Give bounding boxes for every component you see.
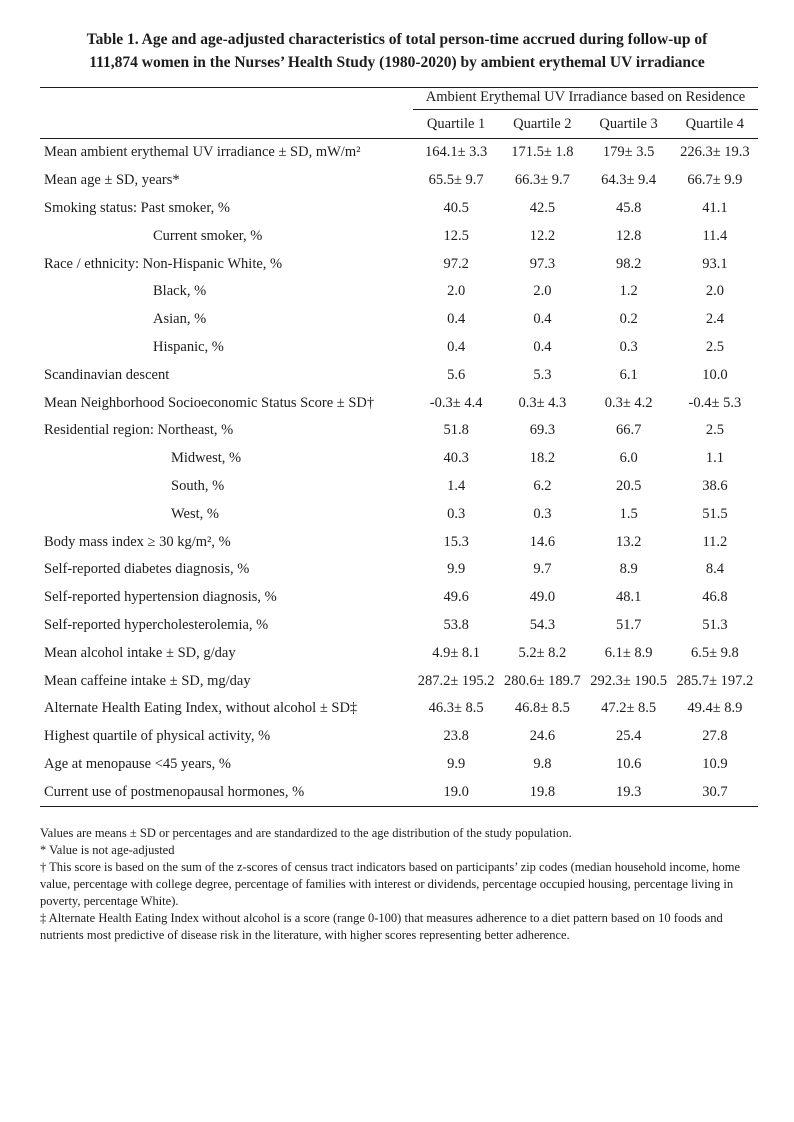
cell-value: 10.9	[702, 755, 728, 772]
table-row	[40, 500, 758, 528]
footnote: ‡ Alternate Health Eating Index without alcohol is a score (range 0-100) that measures adherence to a diet pattern based on 10 foods and nutrients most predictive of disease risk in the literature, with higher scores representing better adherence.	[40, 911, 723, 943]
table-title	[52, 28, 742, 74]
cell-value: 46.3± 8.5	[428, 700, 484, 717]
row-label: Midwest, %	[171, 450, 242, 467]
cell-value: 0.2	[619, 311, 638, 328]
table-row	[40, 389, 758, 417]
cell-value: 226.3± 19.3	[680, 144, 750, 161]
table-row	[40, 473, 758, 501]
cell-value: 292.3± 190.5	[590, 672, 668, 689]
row-label: Age at menopause <45 years, %	[44, 755, 231, 772]
row-label: Alternate Health Eating Index, without alcohol ± SD‡	[44, 700, 358, 717]
cell-value: 179± 3.5	[602, 144, 655, 161]
table-row	[40, 667, 758, 695]
row-label: Asian, %	[153, 311, 207, 328]
row-label: Highest quartile of physical activity, %	[44, 728, 271, 745]
cell-value: 6.1	[619, 366, 638, 383]
footnote: * Value is not age-adjusted	[40, 843, 175, 858]
cell-value: 287.2± 195.2	[417, 672, 495, 689]
cell-value: 93.1	[702, 255, 728, 272]
cell-value: 18.2	[529, 450, 556, 467]
cell-value: 1.5	[619, 505, 638, 522]
cell-value: 0.3	[533, 505, 552, 522]
cell-value: 0.3	[619, 338, 638, 355]
row-label: West, %	[171, 505, 219, 522]
cell-value: 19.8	[529, 783, 556, 800]
cell-value: 66.7± 9.9	[687, 172, 743, 189]
cell-value: 19.3	[615, 783, 642, 800]
table-row	[40, 278, 758, 306]
table-row	[40, 528, 758, 556]
cell-value: 12.5	[443, 227, 469, 244]
cell-value: 285.7± 197.2	[676, 672, 754, 689]
cell-value: 5.3	[533, 366, 552, 383]
cell-value: 8.9	[619, 561, 638, 578]
cell-value: 98.2	[615, 255, 642, 272]
column-header: Quartile 1	[426, 116, 486, 132]
table-row	[40, 751, 758, 779]
cell-value: 280.6± 189.7	[503, 672, 581, 689]
table-row	[40, 139, 758, 167]
cell-value: 30.7	[702, 783, 728, 800]
row-label: Scandinavian descent	[44, 366, 170, 383]
cell-value: 15.3	[443, 533, 469, 550]
table-row	[40, 584, 758, 612]
table-row	[40, 639, 758, 667]
table-row	[40, 445, 758, 473]
cell-value: 10.6	[615, 755, 642, 772]
cell-value: 6.1± 8.9	[604, 644, 653, 661]
footnotes-block	[40, 825, 758, 944]
cell-value: 66.3± 9.7	[514, 172, 570, 189]
row-label: Black, %	[153, 283, 207, 300]
cell-value: 45.8	[615, 199, 642, 216]
row-label: Residential region: Northeast, %	[44, 422, 234, 439]
row-label: Race / ethnicity: Non-Hispanic White, %	[44, 255, 283, 272]
cell-value: 23.8	[443, 728, 469, 745]
cell-value: 48.1	[615, 589, 642, 606]
cell-value: 19.0	[443, 783, 469, 800]
cell-value: 6.5± 9.8	[690, 644, 739, 661]
cell-value: 40.5	[443, 199, 469, 216]
table-row	[40, 723, 758, 751]
cell-value: 2.0	[533, 283, 552, 300]
row-label: South, %	[171, 477, 225, 494]
footnote: Values are means ± SD or percentages and are standardized to the age distribution of the study population.	[40, 826, 572, 841]
cell-value: 5.6	[447, 366, 466, 383]
cell-value: 0.3± 4.3	[518, 394, 567, 411]
cell-value: 13.2	[615, 533, 642, 550]
row-label: Current use of postmenopausal hormones, %	[44, 783, 305, 800]
row-label: Self-reported hypertension diagnosis, %	[44, 589, 277, 606]
cell-value: 97.2	[443, 255, 469, 272]
cell-value: 2.0	[447, 283, 466, 300]
cell-value: 27.8	[702, 728, 728, 745]
cell-value: 2.5	[705, 338, 724, 355]
cell-value: 64.3± 9.4	[601, 172, 657, 189]
cell-value: 51.8	[443, 422, 469, 439]
cell-value: 9.9	[447, 561, 466, 578]
cell-value: 38.6	[702, 477, 728, 494]
row-label: Mean age ± SD, years*	[44, 172, 180, 189]
cell-value: 97.3	[529, 255, 556, 272]
row-label: Mean alcohol intake ± SD, g/day	[44, 644, 236, 661]
cell-value: 9.9	[447, 755, 466, 772]
cell-value: 171.5± 1.8	[511, 144, 574, 161]
cell-value: 2.5	[705, 422, 724, 439]
cell-value: 0.3	[447, 505, 466, 522]
cell-value: 11.4	[702, 227, 728, 244]
column-header: Quartile 2	[513, 116, 572, 132]
table-row	[40, 306, 758, 334]
cell-value: 14.6	[529, 533, 556, 550]
cell-value: 2.4	[705, 311, 724, 328]
cell-value: -0.4± 5.3	[688, 394, 742, 411]
cell-value: 40.3	[443, 450, 469, 467]
table-row	[40, 250, 758, 278]
cell-value: 10.0	[702, 366, 728, 383]
cell-value: 1.2	[619, 283, 638, 300]
table-row	[40, 222, 758, 250]
cell-value: 51.7	[615, 616, 642, 633]
cell-value: 6.2	[533, 477, 552, 494]
cell-value: 4.9± 8.1	[432, 644, 481, 661]
cell-value: 65.5± 9.7	[428, 172, 484, 189]
table-spanner-row	[40, 88, 758, 111]
table-title-line1: Table 1. Age and age-adjusted characteristics of total person-time accrued during follow-up of	[86, 31, 708, 48]
footnote: † This score is based on the sum of the z-scores of census tract indicators based on participants’ zip codes (median household income, home value, percentage with college degree, percentage of families with interest or dividends, percentage occupied housing, percentage living in poverty, percentage White).	[40, 860, 741, 909]
table-row	[40, 695, 758, 723]
cell-value: 66.7	[615, 422, 642, 439]
cell-value: 0.4	[447, 311, 466, 328]
cell-value: 20.5	[615, 477, 642, 494]
cell-value: 49.6	[443, 589, 469, 606]
row-label: Smoking status: Past smoker, %	[44, 199, 230, 216]
cell-value: 41.1	[702, 199, 728, 216]
cell-value: 0.3± 4.2	[604, 394, 653, 411]
table-row	[40, 361, 758, 389]
cell-value: 54.3	[529, 616, 556, 633]
table-row	[40, 167, 758, 195]
row-label: Mean ambient erythemal UV irradiance ± SD, mW/m²	[44, 144, 361, 161]
cell-value: 0.4	[447, 338, 466, 355]
table-row	[40, 195, 758, 223]
cell-value: 46.8	[702, 589, 728, 606]
cell-value: -0.3± 4.4	[429, 394, 483, 411]
cell-value: 69.3	[529, 422, 556, 439]
cell-value: 12.8	[615, 227, 642, 244]
cell-value: 1.1	[705, 450, 724, 467]
cell-value: 25.4	[615, 728, 642, 745]
cell-value: 51.3	[702, 616, 728, 633]
cell-value: 47.2± 8.5	[601, 700, 657, 717]
table-row	[40, 556, 758, 584]
table-body	[40, 139, 758, 806]
cell-value: 24.6	[529, 728, 556, 745]
cell-value: 51.5	[702, 505, 728, 522]
cell-value: 53.8	[443, 616, 469, 633]
cell-value: 49.0	[529, 589, 556, 606]
cell-value: 8.4	[705, 561, 724, 578]
row-label: Hispanic, %	[153, 338, 224, 355]
row-label: Mean Neighborhood Socioeconomic Status Score ± SD†	[44, 394, 375, 411]
table-column-headers	[40, 111, 758, 139]
table-row	[40, 778, 758, 806]
table-title-line2: 111,874 women in the Nurses’ Health Study (1980-2020) by ambient erythemal UV irradiance	[89, 54, 705, 71]
row-label: Body mass index ≥ 30 kg/m², %	[44, 533, 231, 550]
cell-value: 5.2± 8.2	[518, 644, 567, 661]
cell-value: 49.4± 8.9	[687, 700, 743, 717]
spanner-header: Ambient Erythemal UV Irradiance based on Residence	[413, 89, 758, 110]
characteristics-table	[40, 87, 758, 807]
cell-value: 42.5	[529, 199, 556, 216]
row-label: Current smoker, %	[153, 227, 263, 244]
cell-value: 12.2	[529, 227, 556, 244]
column-header: Quartile 3	[599, 116, 658, 132]
row-label: Self-reported hypercholesterolemia, %	[44, 616, 269, 633]
cell-value: 11.2	[702, 533, 728, 550]
cell-value: 2.0	[705, 283, 724, 300]
column-header: Quartile 4	[685, 116, 745, 132]
cell-value: 164.1± 3.3	[424, 144, 488, 161]
table-row	[40, 417, 758, 445]
table-row	[40, 612, 758, 640]
cell-value: 46.8± 8.5	[514, 700, 570, 717]
row-label: Mean caffeine intake ± SD, mg/day	[44, 672, 251, 689]
cell-value: 9.8	[533, 755, 552, 772]
row-label: Self-reported diabetes diagnosis, %	[44, 561, 250, 578]
cell-value: 6.0	[619, 450, 638, 467]
cell-value: 9.7	[533, 561, 552, 578]
cell-value: 0.4	[533, 338, 552, 355]
cell-value: 0.4	[533, 311, 552, 328]
table-row	[40, 334, 758, 362]
cell-value: 1.4	[447, 477, 466, 494]
